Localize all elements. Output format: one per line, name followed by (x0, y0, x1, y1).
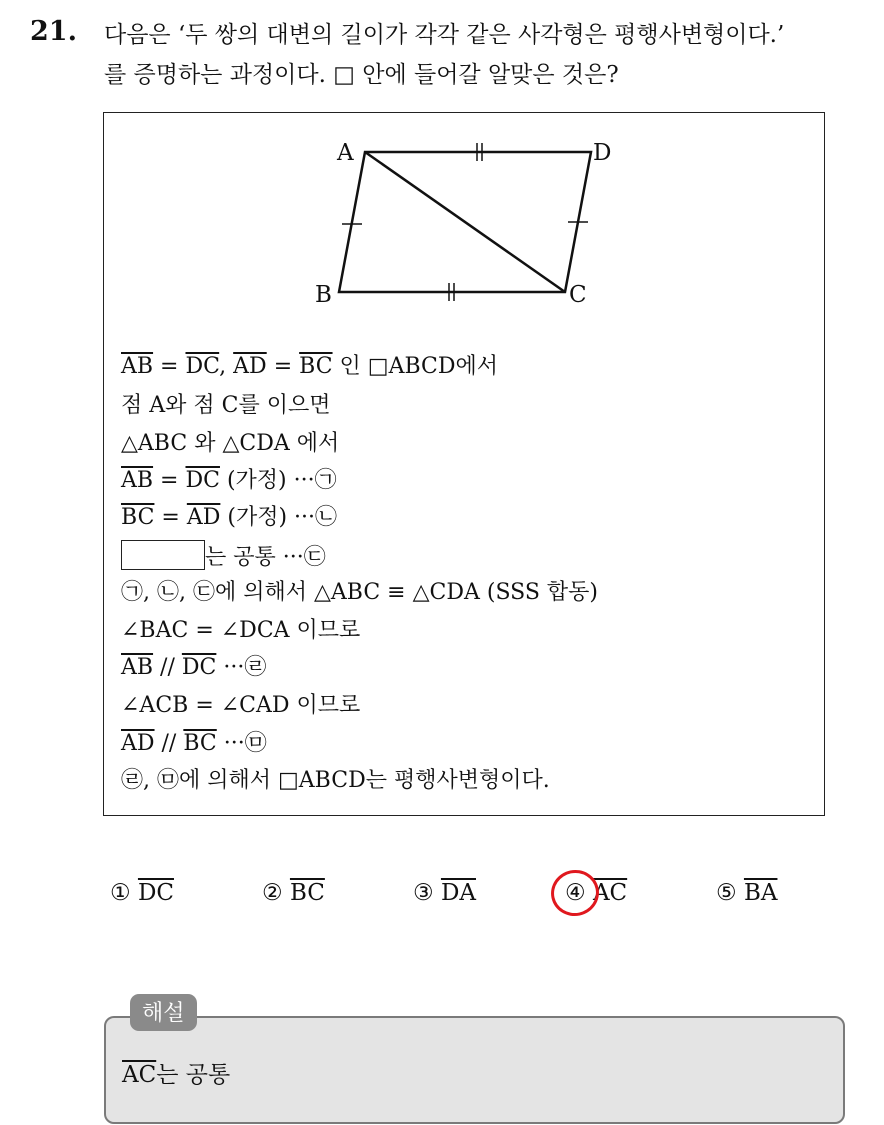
proof-line-5: $\overline{BC} = \overline{AD}$ (가정) ···㉡ (121, 505, 338, 530)
proof-line-1: $\overline{AB} = \overline{DC}$, $\overline{AD} = \overline{BC}$ 인 □ABCD에서 (121, 354, 499, 379)
segment-bc: $\overline{BC}$ (299, 354, 333, 379)
segment-ab: $\overline{AB}$ (121, 354, 154, 379)
choice-4[interactable]: ④ $\overline{AC}$ (565, 880, 628, 906)
proof-line-7: ㉠, ㉡, ㉢에 의해서 △ABC ≡ △CDA (SSS 합동) (121, 580, 598, 605)
proof-line-2: 점 A와 점 C를 이으면 (121, 393, 331, 418)
proof-line-8: ∠BAC = ∠DCA 이므로 (121, 618, 361, 643)
proof-line-10: ∠ACB = ∠CAD 이므로 (121, 693, 361, 718)
vertex-label-c: C (569, 282, 587, 308)
question-text-line2: 를 증명하는 과정이다. □ 안에 들어갈 알맞은 것은? (104, 62, 619, 88)
choice-2[interactable]: ② $\overline{BC}$ (262, 880, 325, 906)
vertex-label-b: B (315, 282, 332, 308)
solution-tag: 해설 (130, 994, 197, 1031)
choice-3[interactable]: ③ $\overline{DA}$ (413, 880, 476, 906)
segment-dc: $\overline{DC}$ (185, 354, 220, 379)
solution-text: $\overline{AC}$는 공통 (122, 1062, 231, 1088)
segment-ad: $\overline{AD}$ (186, 505, 221, 530)
diagonal-ac (365, 152, 565, 292)
segment-ac: $\overline{AC}$ (122, 1062, 157, 1088)
proof-line-11: $\overline{AD} // \overline{BC}$ ···㉤ (121, 731, 267, 756)
proof-line-3: △ABC 와 △CDA 에서 (121, 431, 340, 456)
parallelogram-figure (305, 130, 625, 320)
segment-dc: $\overline{DC}$ (181, 655, 217, 680)
proof-line-6: 는 공통 ···㉢ (121, 540, 326, 573)
segment-ab: $\overline{AB}$ (121, 468, 154, 493)
choice-5[interactable]: ⑤ $\overline{BA}$ (716, 880, 778, 906)
question-text-line1: 다음은 ‘두 쌍의 대변의 길이가 각각 같은 사각형은 평행사변형이다.’ (104, 22, 785, 48)
segment-bc: $\overline{BC}$ (121, 505, 155, 530)
segment-bc: $\overline{BC}$ (183, 731, 217, 756)
proof-line-12: ㉣, ㉤에 의해서 □ABCD는 평행사변형이다. (121, 768, 550, 793)
segment-ad: $\overline{AD}$ (121, 731, 155, 756)
segment-ab: $\overline{AB}$ (121, 655, 154, 680)
vertex-label-d: D (593, 140, 612, 166)
question-number: 21. (30, 16, 77, 47)
vertex-label-a: A (337, 140, 354, 166)
segment-dc: $\overline{DC}$ (185, 468, 220, 493)
answer-blank-box (121, 540, 205, 570)
proof-line-4: $\overline{AB} = \overline{DC}$ (가정) ···㉠ (121, 468, 337, 493)
proof-line-9: $\overline{AB} // \overline{DC}$ ···㉣ (121, 655, 267, 680)
choice-1[interactable]: ① $\overline{DC}$ (110, 880, 174, 906)
segment-ad: $\overline{AD}$ (233, 354, 267, 379)
selected-answer-mark (547, 866, 604, 921)
